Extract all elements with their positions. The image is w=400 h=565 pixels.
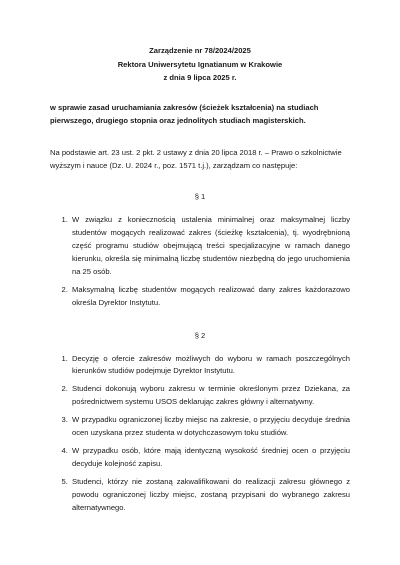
section-2-item-5: 5. Studenci, którzy nie zostaną zakwalifikowani do realizacji zakresu głównego z powodu ograniczonej liczby miejsc, zostaną przypisani do wybranego zakresu alternatywnego. [70,476,350,515]
section-2-item-1: 1. Decyzję o ofercie zakresów możliwych do wyboru w ramach poszczególnych kierunków studiów podejmuje Dyrektor Instytutu. [70,353,350,379]
document-header [50,44,350,85]
section-1 [50,191,350,309]
ordinance-issuer: Rektora Uniwersytetu Ignatianum w Krakowie [117,59,283,69]
ordinance-number: Zarządzenie nr 78/2024/2025 [149,46,251,55]
section-1-item-2: 2. Maksymalną liczbę studentów mogących realizować dany zakres każdorazowo określa Dyrektor Instytutu. [70,284,350,310]
section-1-list [50,214,350,309]
section-2-list [50,353,350,515]
ordinance-date: z dnia 9 lipca 2025 r. [163,73,237,83]
section-1-item-1: 1. W związku z koniecznością ustalenia minimalnej oraz maksymalnej liczby studentów mogących realizować zakres (ścieżkę kształcenia), tj. wyodrębnioną część programu studiów obejmującą treści specjalizacyjne w ramach danego kierunku, określa się minimalną liczbę studentów niezbędną do jego uruchomienia na 25 osób. [70,214,350,279]
section-2-item-4: 4. W przypadku osób, które mają identyczną wysokość średniej ocen o przyjęciu decyduje kolejność zapisu. [70,445,350,471]
section-2-mark: § 2 [194,330,206,340]
section-2 [50,330,350,515]
section-2-item-3: 3. W przypadku ograniczonej liczby miejsc na zakresie, o przyjęciu decyduje średnia ocen uzyskana przez studenta w dotychczasowym toku studiów. [70,414,350,440]
ordinance-subject: w sprawie zasad uruchamiania zakresów (ścieżek kształcenia) na studiach pierwszego, drugiego stopnia oraz jednolitych studiach magisterskich. [50,102,319,125]
section-2-item-2: 2. Studenci dokonują wyboru zakresu w terminie określonym przez Dziekana, za pośrednictwem systemu USOS deklarując zakres główny i alternatywny. [70,383,350,409]
legal-basis: Na podstawie art. 23 ust. 2 pkt. 2 ustawy z dnia 20 lipca 2018 r. – Prawo o szkolnictwie wyższym i nauce (Dz. U. 2024 r., poz. 1571 t.j.), zarządzam co następuje: [50,147,342,170]
section-1-mark: § 1 [194,192,206,202]
